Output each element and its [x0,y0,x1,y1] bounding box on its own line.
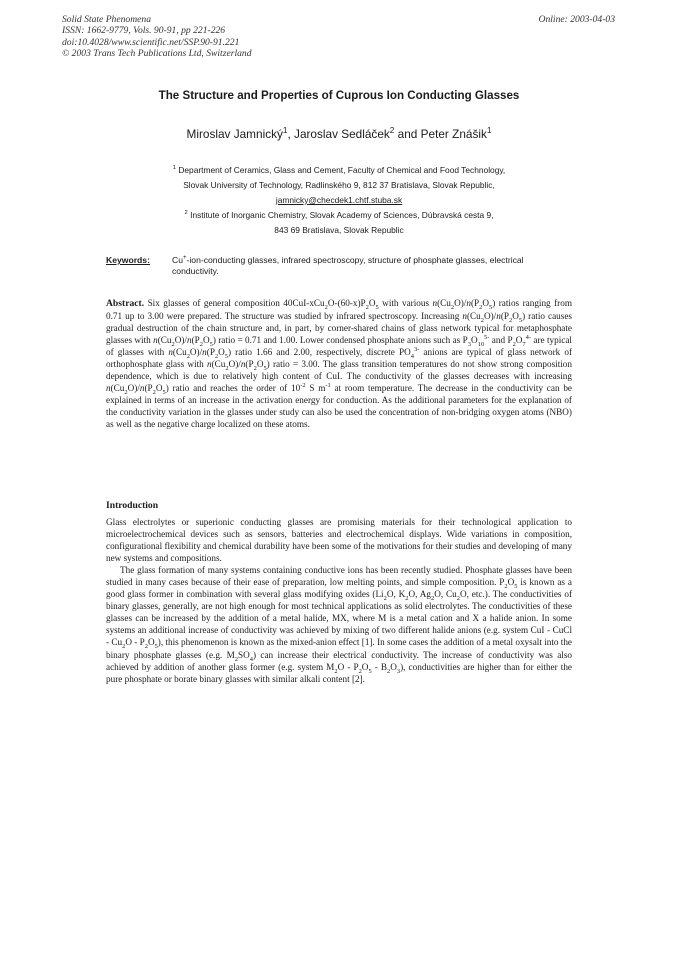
abstract-text: 2 [509,316,513,324]
affiliation-1 [0,163,678,208]
abstract-text: -1 [325,382,331,390]
author-affiliation-mark: 2 [389,126,395,136]
abstract-text: (Cu [211,359,226,370]
abstract-text: 4- [525,334,532,342]
author-affiliation-mark: 1 [486,126,492,136]
author-name: Miroslav Jamnický [186,127,283,141]
abstract-text: O)/ [483,311,497,322]
abstract-text: 5 [162,389,166,397]
author-list [0,127,678,141]
abstract-text: O [482,298,489,308]
affiliation-mark: 1 [172,165,176,172]
abstract-text: with various [378,298,433,308]
intro-text: is known as a good glass former in combination with several glass modifying oxides (Li [106,577,572,600]
abstract-text: 2 [214,353,219,361]
intro-text: O [507,577,515,588]
intro-text: ), conductivities are higher than for either the pure phosphate or borate binary glasses with similar alkali content [2]. [106,661,572,684]
abstract-text: 2 [324,303,328,311]
abstract-text: 5 [263,365,267,373]
abstract-text: 10 [477,340,485,348]
abstract-text: 2 [171,340,175,348]
abstract-text: n [139,383,145,394]
abstract-text: 3 [467,340,471,348]
intro-text: 2 [504,583,508,591]
intro-text: 3 [396,667,401,675]
author-separator: , [287,127,295,141]
intro-text: O, etc.). The conductivities of binary glasses, generally, are not high enough for most technical applications as solid electrolytes. The conductivities of these glasses can be increased by the addition of a metal halide, MX, where M is a metal cation and X a halide anion. In some systems an additional increase of conductivity was achieved by mixing of two different halide anions (e.g. system CuI - CuCl - Cu [106,589,573,648]
abstract-text: 2 [124,389,128,397]
abstract-label: Abstract. [106,298,145,309]
abstract-text: (P [245,359,254,370]
abstract-text: n [106,383,111,394]
abstract-text: ) ratio causes gradual destruction of the chain structure and, in part, by corner-shared chains of glass network typical for metaphosphate glasses with [106,311,572,346]
abstract-text: O)/ [127,383,140,394]
abstract-text: n [202,347,207,358]
abstract-text: O [202,335,210,346]
abstract-text: (P [191,335,200,346]
affiliation-text: Department of Ceramics, Glass and Cement, Faculty of Chemical and Food Technology, [178,165,506,175]
keywords-label: Keywords: [106,255,150,265]
intro-text: O - P [125,637,145,648]
intro-text: O - P [337,661,359,672]
intro-text: 4 [249,655,253,663]
intro-text: 5 [154,643,158,651]
intro-text: 2 [358,667,362,675]
intro-text: 2 [387,667,391,675]
intro-text: O, K [386,589,406,600]
affiliation-line: Slovak University of Technology, Radlinského 9, 812 37 Bratislava, Slovak Republic, [183,180,495,190]
intro-text: - B [371,661,388,672]
abstract-text: 2 [225,365,229,373]
abstract-text: at room temperature. The decrease in the conductivity can be explained in terms of an increase in the activation energy for conduction. As the additional parameters for the explanation of the conductivity variation in the glasses under study can also be used the concentration of non-bridging oxygen atoms (NBO) as well as the negative charge localized on these atoms. [106,383,572,430]
keywords-block [106,255,572,277]
abstract-text: are typical of glasses with [106,335,572,358]
paper-title: The Structure and Properties of Cuprous Ion Conducting Glasses [158,89,520,102]
intro-text: O [390,661,397,672]
abstract-text: (P [144,383,153,394]
section-heading: Introduction [106,500,159,511]
intro-text: 2 [431,595,435,603]
abstract-text: O)/ [454,298,467,308]
abstract-text: O [512,311,519,322]
abstract-text: 4 [410,353,414,361]
introduction-body [106,516,572,685]
intro-text: 2 [334,667,338,675]
author-name: Peter Znášik [420,127,487,141]
abstract-text: O)/ [189,347,203,358]
intro-text: 2 [405,595,409,603]
abstract-text: n [240,359,246,370]
abstract-text: 5- [484,334,490,342]
affiliation-mark: 2 [184,210,188,217]
affiliation-line [0,163,678,178]
intro-paragraph-2 [106,564,572,684]
intro-text: SO [237,649,250,660]
abstract-text: 5 [209,340,213,348]
abstract-text: O [515,335,523,346]
abstract-text: 2 [450,303,455,311]
email-link[interactable]: jamnicky@checdek1.chtf.stuba.sk [275,195,403,205]
abstract-text: 5 [488,303,493,311]
abstract-text: O)/ [228,359,241,370]
intro-text: 2 [383,595,387,603]
keywords-text [172,255,572,277]
abstract-text: O [256,359,264,370]
abstract-text: 2 [365,303,369,311]
doi-line: doi:10.4028/www.scientific.net/SSP.90-91.221 [62,36,240,48]
abstract-text: anions are typical of glass network of orthophosphate glass with [106,347,573,370]
abstract-text: ) ratio and reaches the order of 10 [165,383,301,394]
kw-frag: Cu [172,255,183,265]
abstract-text: 2 [479,303,483,311]
abstract-text: 2 [512,340,516,348]
intro-text: 5 [368,667,372,675]
issn-line: ISSN: 1662-9779, Vols. 90-91, pp 221-226 [62,25,226,37]
journal-header [62,14,252,59]
abstract-text: (Cu [437,298,451,308]
intro-text: O, Ag [408,589,432,600]
abstract-text: O [155,383,163,394]
abstract-text: 2 [253,365,257,373]
abstract-text: ) ratio 1.66 and 2.00, respectively, discrete PO [228,347,411,358]
intro-text: 2 [234,655,238,663]
abstract-text: n [496,311,501,322]
intro-text: The glass formation of many systems containing conductive ions has been recently studied. Phosphate glasses have been studied in many cases because of their ease of preparation, low melting points, and simple composition. P [106,565,572,588]
affiliation-line: 843 69 Bratislava, Slovak Republic [274,225,404,235]
affiliation-text: Institute of Inorganic Chemistry, Slovak Academy of Sciences, Dúbravská cesta 9, [190,210,494,220]
abstract-text: and P [489,335,513,346]
abstract-text: 2 [152,389,156,397]
intro-text: 5 [514,583,518,591]
intro-text: ), this phenomenon is known as the mixed-anion effect [1]. In some cases the addition of a metal oxysalt into the binary phosphate glasses (e.g. M [106,637,573,660]
affiliation-2 [0,208,678,238]
abstract-paragraph [106,297,572,431]
affiliation-line [0,208,678,223]
abstract-text: Six glasses of general composition 40CuI-xCu [144,298,325,308]
abstract-text: O [470,335,478,346]
abstract-text: 2 [186,353,190,361]
abstract-text: n [153,335,158,346]
abstract-text: (Cu [110,383,125,394]
abstract-text: 5 [518,316,523,324]
abstract-text: (Cu [466,311,481,322]
abstract-text: 2 [480,316,484,324]
abstract-text: 5 [224,353,229,361]
abstract-text: n [462,311,467,322]
abstract-text: ) ratio = 3.00. The glass transition temperatures do not show strong composition dependence, which is due to relatively high content of CuI. The conductivity of the glasses decreases with increasing [106,359,572,382]
abstract-text: (Cu [157,335,172,346]
intro-text: 2 [122,643,126,651]
author-name: Jaroslav Sedláček [294,127,390,141]
abstract-text: 3- [413,346,420,354]
intro-text: O [147,637,155,648]
abstract-text: O)/ [174,335,187,346]
author-separator: and [394,127,421,141]
abstract-text: (Cu [172,347,187,358]
abstract-text: -2 [300,382,306,390]
abstract-text: ) ratios ranging from 0.71 up to 3.00 were prepared. The structure was studied by infrared spectroscopy. Increasing [106,298,572,322]
author-affiliation-mark: 1 [282,126,288,136]
intro-text: O [361,661,369,672]
abstract-text: n [168,347,173,358]
abstract-text: (P [500,311,509,322]
intro-text: O, Cu [434,589,457,600]
abstract-text: 2 [199,340,203,348]
abstract-text: (P [470,298,480,308]
abstract-text: 7 [522,340,526,348]
intro-text: 2 [456,595,460,603]
abstract-text: ) ratio = 0.71 and 1.00. Lower condensed phosphate anions such as P [212,335,468,346]
copyright-line: © 2003 Trans Tech Publications Ltd, Switzerland [62,47,252,59]
abstract-text: (P [206,347,215,358]
kw-frag: -ion-conducting glasses, infrared spectroscopy, structure of phosphate glasses, electrical conductivity. [172,255,524,276]
kw-frag: + [183,255,187,262]
abstract-text: 5 [375,303,379,311]
intro-text: 2 [144,643,148,651]
abstract-text: O [218,347,225,358]
abstract-text: O-(60-x)P [327,298,366,308]
abstract-text: S m [305,383,326,394]
abstract-text: O [368,298,376,308]
abstract-text: n [206,359,212,370]
intro-paragraph-1: Glass electrolytes or superionic conducting glasses are promising materials for their technological application to microelectrochemical devices such as sensors, batteries and electrochemical displays. Wide variations in composition, configurational flexibility and chemical durability have been some of the motivations for their studies and developing of many new systems and compositions. [106,517,572,564]
abstract-text: n [186,335,192,346]
online-date: Online: 2003-04-03 [538,14,615,25]
abstract-text: n [432,298,438,308]
abstract-text: n [466,298,471,308]
intro-text: ) can increase their electrical conductivity. The increase of conductivity was also achieved by addition of another glass former (e.g. system M [106,649,573,672]
journal-name: Solid State Phenomena [62,14,151,25]
